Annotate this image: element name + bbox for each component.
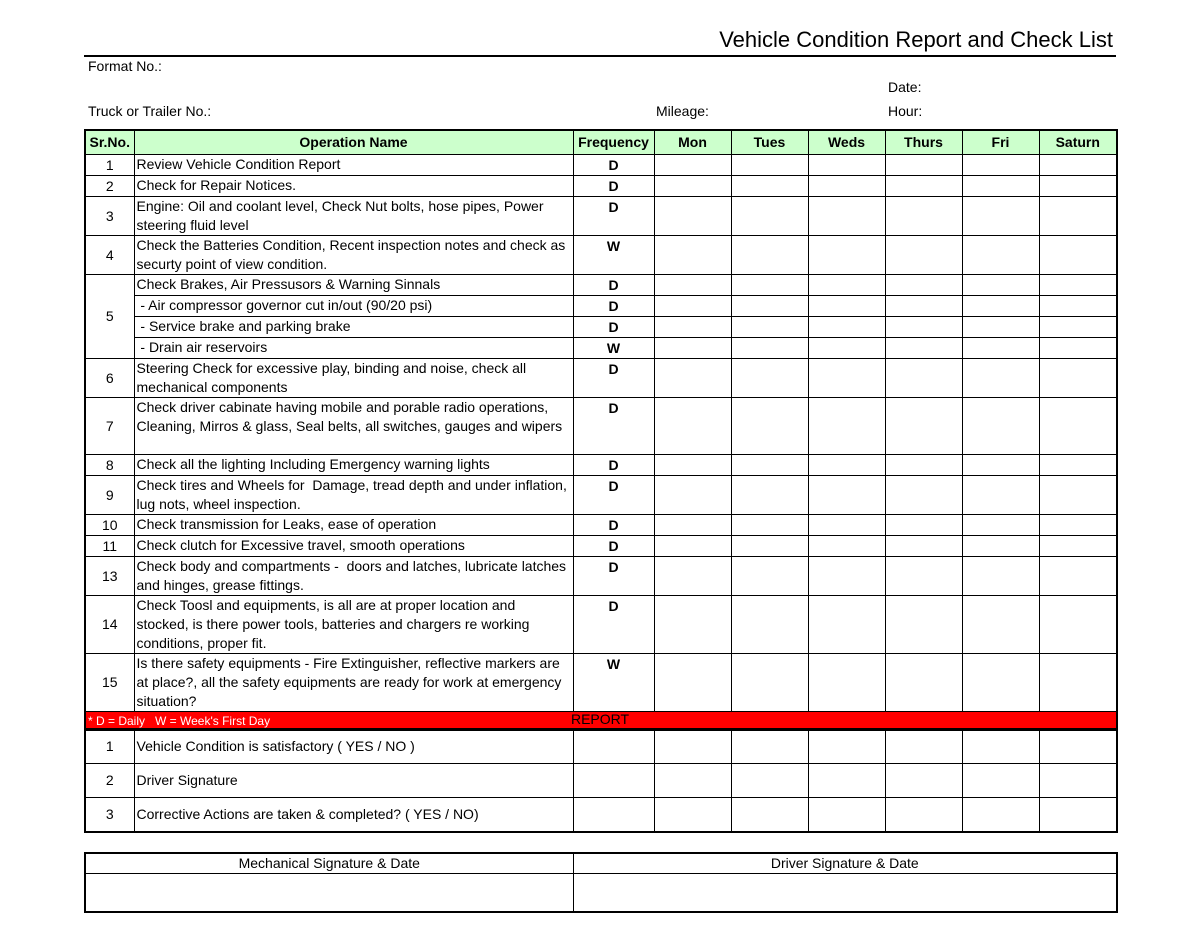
day-check-cell[interactable] (808, 654, 885, 712)
frequency-cell: D (573, 536, 654, 557)
day-check-cell[interactable] (1039, 197, 1117, 236)
day-check-cell[interactable] (808, 476, 885, 515)
day-check-cell[interactable] (885, 197, 962, 236)
checklist-row (85, 275, 1117, 296)
day-check-cell[interactable] (808, 176, 885, 197)
report-entry-cell[interactable] (654, 798, 731, 833)
day-check-cell[interactable] (962, 176, 1039, 197)
report-entry-cell[interactable] (962, 729, 1039, 764)
day-check-cell[interactable] (654, 455, 731, 476)
sr-no-cell: 13 (85, 557, 134, 596)
checklist-row (85, 536, 1117, 557)
day-check-cell[interactable] (885, 155, 962, 176)
report-sr-cell: 1 (85, 729, 134, 764)
day-check-cell[interactable] (962, 296, 1039, 317)
checklist-row (85, 455, 1117, 476)
frequency-cell: D (573, 476, 654, 515)
report-text-cell: Vehicle Condition is satisfactory ( YES / NO ) (134, 729, 573, 764)
day-check-cell[interactable] (808, 359, 885, 398)
operation-name-cell: Check transmission for Leaks, ease of operation (134, 515, 573, 536)
day-check-cell[interactable] (962, 317, 1039, 338)
report-row (85, 764, 1117, 798)
day-check-cell[interactable] (1039, 317, 1117, 338)
day-check-cell[interactable] (654, 275, 731, 296)
date-label: Date: (888, 79, 922, 95)
day-check-cell[interactable] (885, 236, 962, 275)
day-check-cell[interactable] (885, 338, 962, 359)
day-check-cell[interactable] (1039, 515, 1117, 536)
frequency-cell: D (573, 515, 654, 536)
operation-name-cell: Engine: Oil and coolant level, Check Nut bolts, hose pipes, Power steering fluid level (134, 197, 573, 236)
column-header: Thurs (885, 130, 962, 155)
sr-no-cell: 1 (85, 155, 134, 176)
frequency-cell: D (573, 155, 654, 176)
frequency-cell: D (573, 359, 654, 398)
day-check-cell[interactable] (654, 515, 731, 536)
operation-name-cell: - Drain air reservoirs (134, 338, 573, 359)
day-check-cell[interactable] (731, 296, 808, 317)
report-row (85, 729, 1117, 764)
checklist-header-row (85, 130, 1117, 155)
checklist-row (85, 176, 1117, 197)
report-entry-cell[interactable] (731, 798, 808, 833)
checklist-row (85, 296, 1117, 317)
day-check-cell[interactable] (808, 296, 885, 317)
day-check-cell[interactable] (654, 476, 731, 515)
frequency-cell: D (573, 455, 654, 476)
day-check-cell[interactable] (885, 476, 962, 515)
day-check-cell[interactable] (654, 197, 731, 236)
day-check-cell[interactable] (808, 398, 885, 455)
day-check-cell[interactable] (808, 317, 885, 338)
sr-no-cell: 6 (85, 359, 134, 398)
report-entry-cell[interactable] (573, 729, 654, 764)
column-header: Sr.No. (85, 130, 134, 155)
day-check-cell[interactable] (731, 476, 808, 515)
report-entry-cell[interactable] (573, 798, 654, 833)
day-check-cell[interactable] (654, 155, 731, 176)
day-check-cell[interactable] (654, 359, 731, 398)
day-check-cell[interactable] (885, 275, 962, 296)
sr-no-cell: 11 (85, 536, 134, 557)
sr-no-cell: 10 (85, 515, 134, 536)
day-check-cell[interactable] (731, 155, 808, 176)
sr-no-cell: 15 (85, 654, 134, 712)
day-check-cell[interactable] (962, 398, 1039, 455)
day-check-cell[interactable] (654, 317, 731, 338)
day-check-cell[interactable] (962, 197, 1039, 236)
day-check-cell[interactable] (962, 515, 1039, 536)
signature-header-row (85, 853, 1117, 874)
day-check-cell[interactable] (1039, 275, 1117, 296)
report-entry-cell[interactable] (731, 764, 808, 798)
report-entry-cell[interactable] (962, 798, 1039, 833)
day-check-cell[interactable] (962, 338, 1039, 359)
sr-no-cell: 3 (85, 197, 134, 236)
day-check-cell[interactable] (1039, 296, 1117, 317)
checklist-row (85, 317, 1117, 338)
day-check-cell[interactable] (731, 654, 808, 712)
day-check-cell[interactable] (654, 296, 731, 317)
day-check-cell[interactable] (654, 557, 731, 596)
day-check-cell[interactable] (731, 398, 808, 455)
operation-name-cell: - Service brake and parking brake (134, 317, 573, 338)
frequency-cell: D (573, 398, 654, 455)
mileage-label: Mileage: (656, 103, 709, 119)
day-check-cell[interactable] (654, 654, 731, 712)
sr-no-cell: 14 (85, 596, 134, 654)
day-check-cell[interactable] (654, 398, 731, 455)
checklist-row (85, 654, 1117, 712)
operation-name-cell: Check tires and Wheels for Damage, tread depth and under inflation, lug nots, wheel inspection. (134, 476, 573, 515)
day-check-cell[interactable] (808, 236, 885, 275)
frequency-cell: W (573, 236, 654, 275)
day-check-cell[interactable] (885, 359, 962, 398)
frequency-cell: D (573, 596, 654, 654)
operation-name-cell: Check all the lighting Including Emergency warning lights (134, 455, 573, 476)
sr-no-cell: 2 (85, 176, 134, 197)
title-divider (84, 55, 1116, 57)
day-check-cell[interactable] (731, 176, 808, 197)
day-check-cell[interactable] (962, 536, 1039, 557)
report-entry-cell[interactable] (885, 764, 962, 798)
frequency-cell: W (573, 338, 654, 359)
day-check-cell[interactable] (1039, 338, 1117, 359)
operation-name-cell: Is there safety equipments - Fire Extinguisher, reflective markers are at place?, all the safety equipments are ready for work at emergency situation? (134, 654, 573, 712)
day-check-cell[interactable] (885, 536, 962, 557)
day-check-cell[interactable] (731, 359, 808, 398)
frequency-cell: D (573, 296, 654, 317)
report-entry-cell[interactable] (885, 798, 962, 833)
day-check-cell[interactable] (654, 236, 731, 275)
day-check-cell[interactable] (1039, 236, 1117, 275)
day-check-cell[interactable] (731, 536, 808, 557)
page-title: Vehicle Condition Report and Check List (719, 27, 1113, 52)
format-no-label: Format No.: (88, 58, 162, 74)
report-entry-cell[interactable] (1039, 798, 1117, 833)
day-check-cell[interactable] (731, 317, 808, 338)
day-check-cell[interactable] (885, 515, 962, 536)
day-check-cell[interactable] (731, 338, 808, 359)
checklist-row (85, 236, 1117, 275)
day-check-cell[interactable] (885, 654, 962, 712)
checklist-row (85, 557, 1117, 596)
day-check-cell[interactable] (962, 557, 1039, 596)
day-check-cell[interactable] (962, 596, 1039, 654)
frequency-cell: D (573, 197, 654, 236)
report-entry-cell[interactable] (808, 764, 885, 798)
day-check-cell[interactable] (808, 515, 885, 536)
column-header: Operation Name (134, 130, 573, 155)
day-check-cell[interactable] (885, 455, 962, 476)
column-header: Fri (962, 130, 1039, 155)
day-check-cell[interactable] (1039, 476, 1117, 515)
day-check-cell[interactable] (731, 596, 808, 654)
frequency-cell: W (573, 654, 654, 712)
day-check-cell[interactable] (731, 557, 808, 596)
report-sr-cell: 3 (85, 798, 134, 833)
operation-name-cell: Check Brakes, Air Pressusors & Warning Sinnals (134, 275, 573, 296)
sr-no-cell: 7 (85, 398, 134, 455)
operation-name-cell: Check for Repair Notices. (134, 176, 573, 197)
day-check-cell[interactable] (962, 476, 1039, 515)
checklist-row (85, 476, 1117, 515)
report-entry-cell[interactable] (1039, 729, 1117, 764)
operation-name-cell: Check the Batteries Condition, Recent inspection notes and check as securty point of view condition. (134, 236, 573, 275)
day-check-cell[interactable] (808, 455, 885, 476)
report-entry-cell[interactable] (808, 798, 885, 833)
operation-name-cell: Check clutch for Excessive travel, smooth operations (134, 536, 573, 557)
day-check-cell[interactable] (962, 654, 1039, 712)
checklist-row (85, 596, 1117, 654)
signature-table (84, 852, 1118, 913)
day-check-cell[interactable] (962, 236, 1039, 275)
day-check-cell[interactable] (885, 296, 962, 317)
day-check-cell[interactable] (654, 596, 731, 654)
signature-input-row (85, 874, 1117, 913)
day-check-cell[interactable] (654, 338, 731, 359)
sr-no-cell: 4 (85, 236, 134, 275)
day-check-cell[interactable] (731, 197, 808, 236)
column-header: Mon (654, 130, 731, 155)
checklist-row (85, 359, 1117, 398)
report-entry-cell[interactable] (573, 764, 654, 798)
day-check-cell[interactable] (885, 317, 962, 338)
day-check-cell[interactable] (962, 275, 1039, 296)
day-check-cell[interactable] (962, 455, 1039, 476)
frequency-cell: D (573, 557, 654, 596)
frequency-cell: D (573, 275, 654, 296)
report-entry-cell[interactable] (808, 729, 885, 764)
report-entry-cell[interactable] (654, 764, 731, 798)
day-check-cell[interactable] (808, 155, 885, 176)
column-header: Tues (731, 130, 808, 155)
checklist-row (85, 515, 1117, 536)
day-check-cell[interactable] (1039, 155, 1117, 176)
sr-no-cell: 9 (85, 476, 134, 515)
report-entry-cell[interactable] (885, 729, 962, 764)
frequency-cell: D (573, 317, 654, 338)
checklist-row (85, 197, 1117, 236)
day-check-cell[interactable] (1039, 455, 1117, 476)
operation-name-cell: Check driver cabinate having mobile and porable radio operations, Cleaning, Mirros & glass, Seal belts, all switches, gauges and wipers (134, 398, 573, 455)
day-check-cell[interactable] (962, 359, 1039, 398)
day-check-cell[interactable] (808, 596, 885, 654)
hour-label: Hour: (888, 103, 923, 119)
column-header: Saturn (1039, 130, 1117, 155)
day-check-cell[interactable] (1039, 359, 1117, 398)
frequency-cell: D (573, 176, 654, 197)
day-check-cell[interactable] (1039, 557, 1117, 596)
day-check-cell[interactable] (1039, 536, 1117, 557)
checklist-row (85, 398, 1117, 455)
day-check-cell[interactable] (731, 275, 808, 296)
report-entry-cell[interactable] (962, 764, 1039, 798)
day-check-cell[interactable] (1039, 596, 1117, 654)
report-text-cell: Corrective Actions are taken & completed? ( YES / NO) (134, 798, 573, 833)
column-header: Frequency (573, 130, 654, 155)
report-sr-cell: 2 (85, 764, 134, 798)
truck-trailer-label: Truck or Trailer No.: (88, 103, 212, 119)
checklist-table (84, 129, 1118, 731)
driver-signature-label: Driver Signature & Date (573, 853, 1117, 874)
day-check-cell[interactable] (731, 455, 808, 476)
sr-no-cell: 5 (85, 275, 134, 359)
day-check-cell[interactable] (1039, 654, 1117, 712)
report-table (84, 728, 1118, 833)
operation-name-cell: - Air compressor governor cut in/out (90/20 psi) (134, 296, 573, 317)
frequency-legend: * D = Daily W = Week's First Day (85, 712, 1117, 731)
day-check-cell[interactable] (731, 515, 808, 536)
report-entry-cell[interactable] (654, 729, 731, 764)
report-row (85, 798, 1117, 833)
operation-name-cell: Steering Check for excessive play, binding and noise, check all mechanical components (134, 359, 573, 398)
day-check-cell[interactable] (885, 557, 962, 596)
day-check-cell[interactable] (731, 236, 808, 275)
operation-name-cell: Review Vehicle Condition Report (134, 155, 573, 176)
operation-name-cell: Check Toosl and equipments, is all are at proper location and stocked, is there power tools, batteries and chargers re working conditions, proper fit. (134, 596, 573, 654)
day-check-cell[interactable] (808, 557, 885, 596)
mechanical-signature-field[interactable] (85, 874, 573, 913)
day-check-cell[interactable] (654, 536, 731, 557)
day-check-cell[interactable] (885, 596, 962, 654)
day-check-cell[interactable] (808, 338, 885, 359)
report-text-cell: Driver Signature (134, 764, 573, 798)
operation-name-cell: Check body and compartments - doors and latches, lubricate latches and hinges, grease fittings. (134, 557, 573, 596)
day-check-cell[interactable] (808, 536, 885, 557)
day-check-cell[interactable] (885, 176, 962, 197)
mechanical-signature-label: Mechanical Signature & Date (85, 853, 573, 874)
day-check-cell[interactable] (962, 155, 1039, 176)
column-header: Weds (808, 130, 885, 155)
driver-signature-field[interactable] (573, 874, 1117, 913)
report-entry-cell[interactable] (1039, 764, 1117, 798)
day-check-cell[interactable] (654, 176, 731, 197)
sr-no-cell: 8 (85, 455, 134, 476)
report-section-label: REPORT (570, 711, 630, 727)
report-entry-cell[interactable] (731, 729, 808, 764)
checklist-row (85, 155, 1117, 176)
checklist-row (85, 338, 1117, 359)
day-check-cell[interactable] (1039, 398, 1117, 455)
day-check-cell[interactable] (808, 275, 885, 296)
day-check-cell[interactable] (808, 197, 885, 236)
day-check-cell[interactable] (1039, 176, 1117, 197)
day-check-cell[interactable] (885, 398, 962, 455)
